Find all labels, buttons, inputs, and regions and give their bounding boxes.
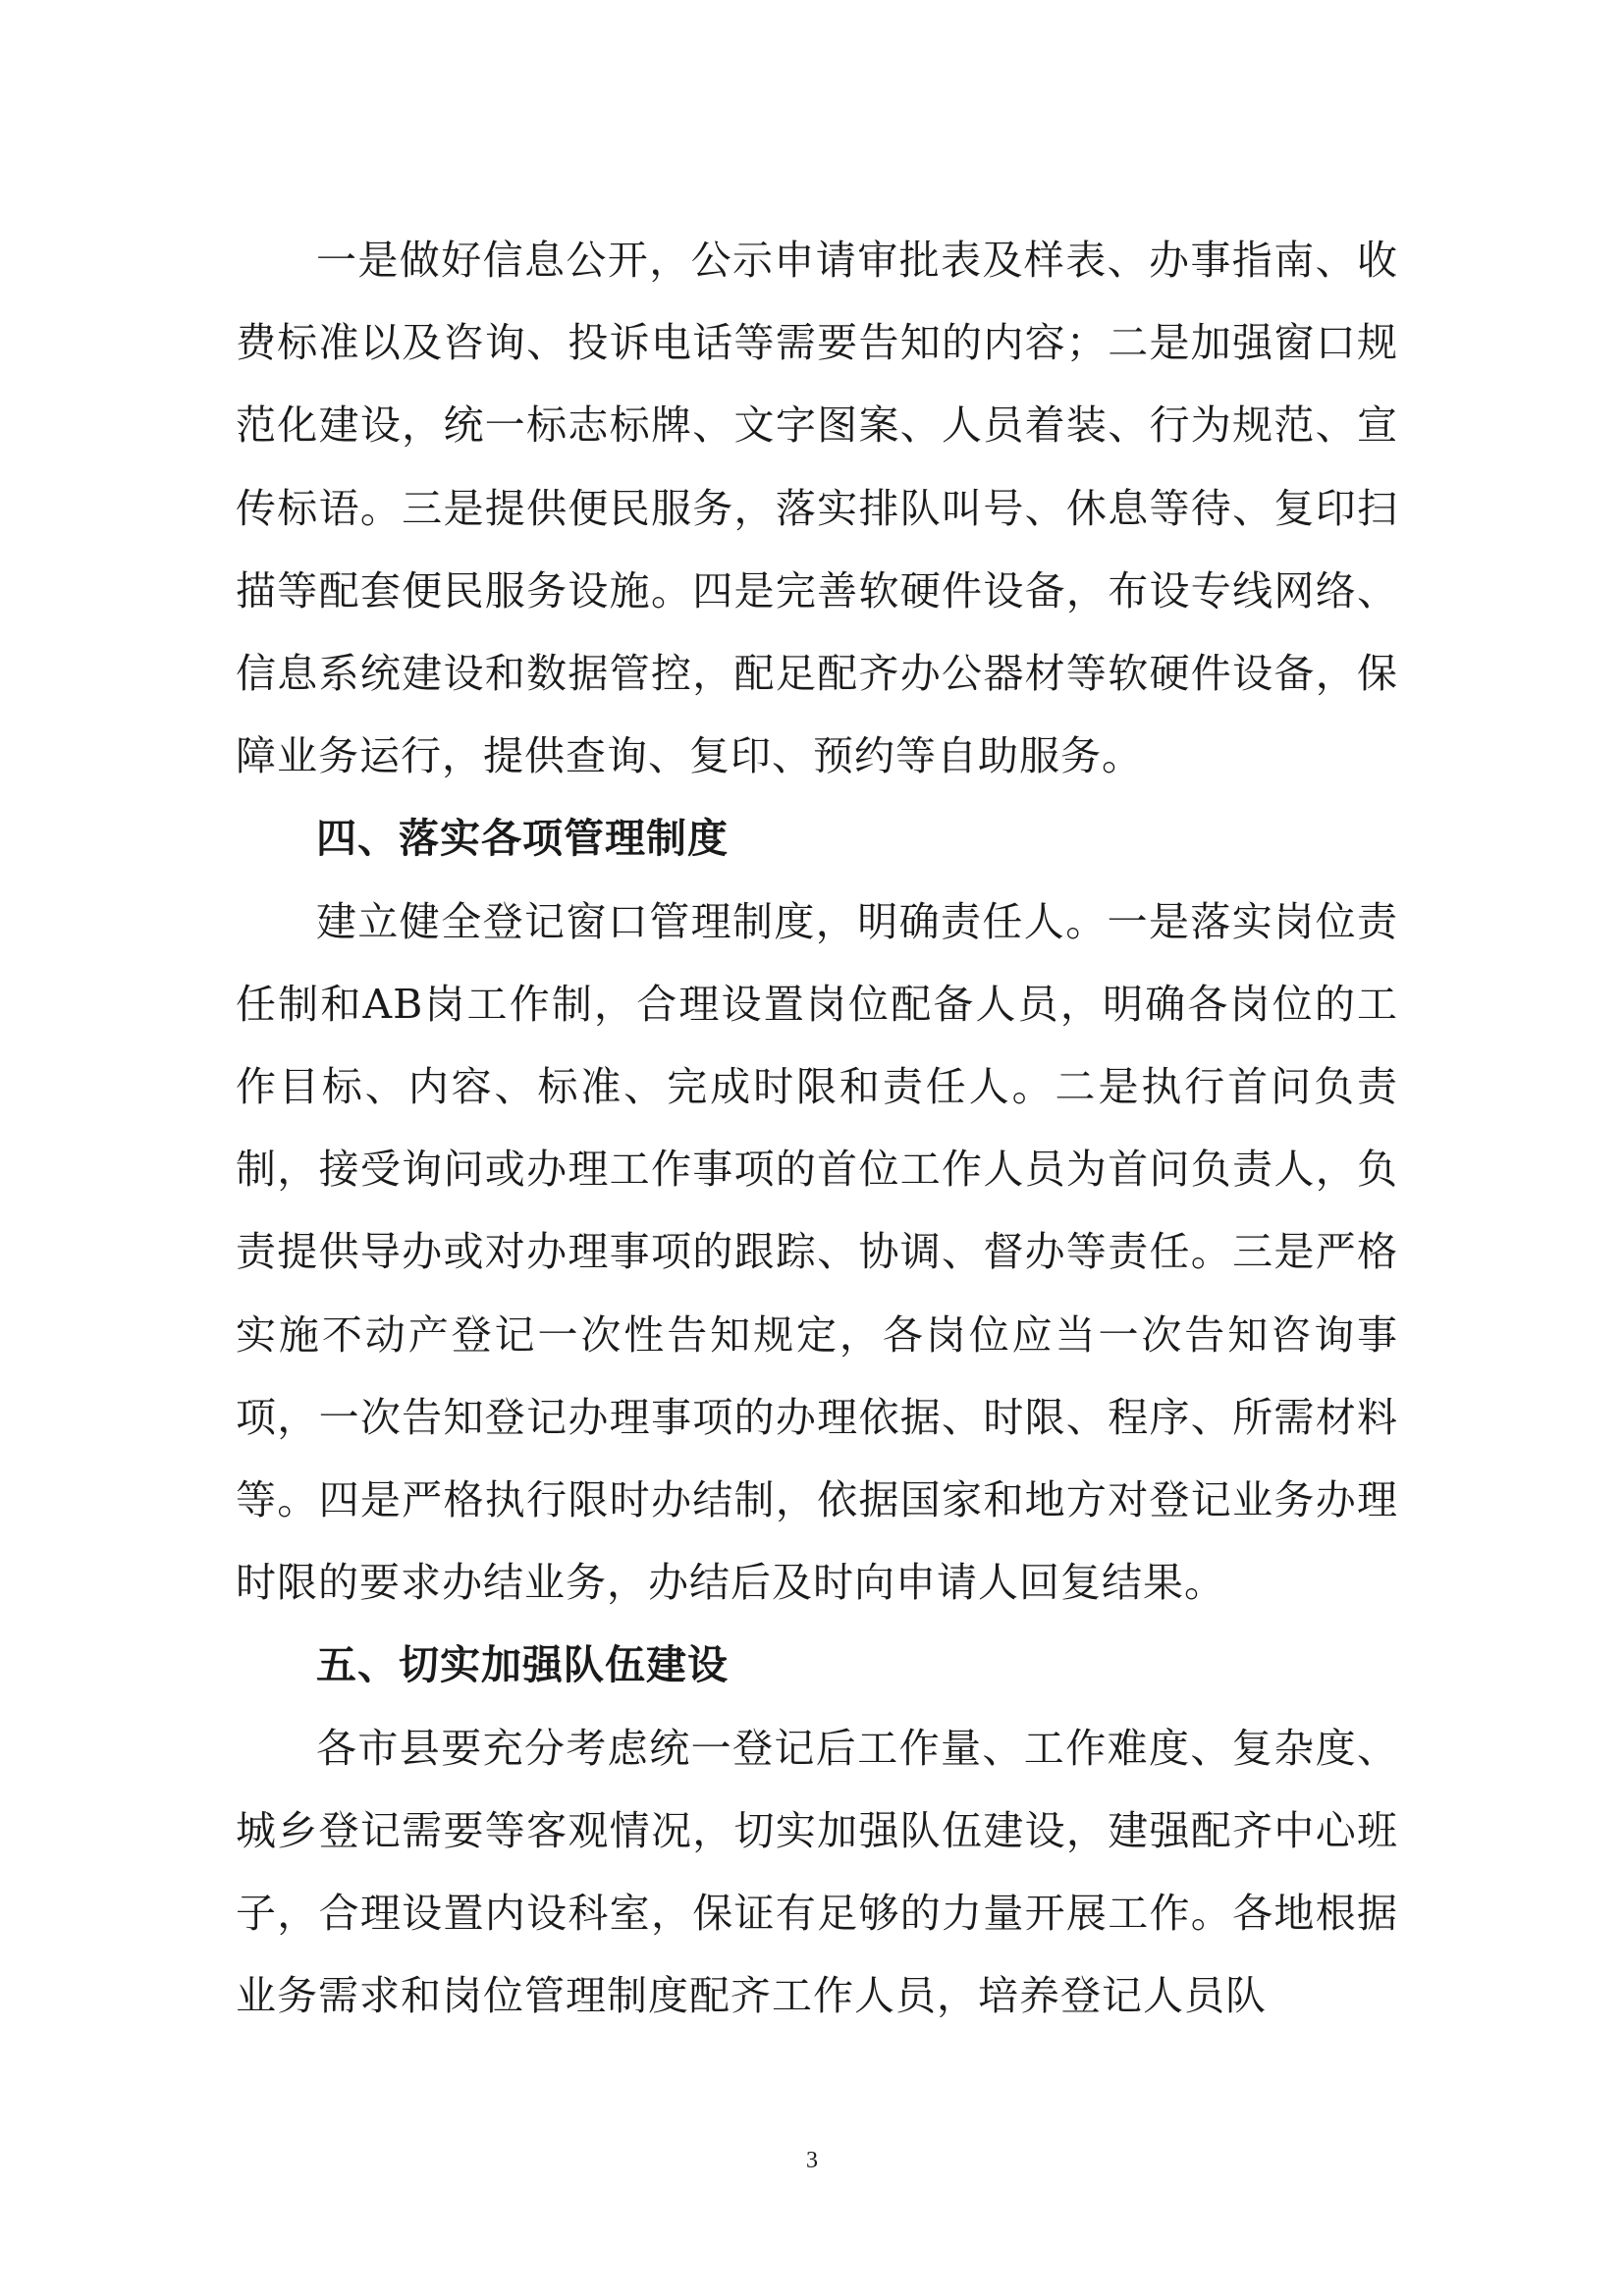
document-body [236, 219, 1398, 2037]
page-number: 3 [806, 2148, 818, 2173]
section-heading-management-system: 四、落实各项管理制度 [316, 815, 729, 863]
paragraph-management-system: 建立健全登记窗口管理制度，明确责任人。一是落实岗位责任制和AB岗工作制，合理设置岗位配备人员，明确各岗位的工作目标、内容、标准、完成时限和责任人。二是执行首问负责制，接受询问或办理工作事项的首位工作人员为首问负责人，负责提供导办或对办理事项的跟踪、协调、督办等责任。三是严格实施不动产登记一次性告知规定，各岗位应当一次告知咨询事项，一次告知登记办理事项的办理依据、时限、程序、所需材料等。四是严格执行限时办结制，依据国家和地方对登记业务办理时限的要求办结业务，办结后及时向申请人回复结果。 [236, 897, 1398, 1607]
paragraph-team-building: 各市县要充分考虑统一登记后工作量、工作难度、复杂度、城乡登记需要等客观情况，切实加强队伍建设，建强配齐中心班子，合理设置内设科室，保证有足够的力量开展工作。各地根据业务需求和岗位管理制度配齐工作人员，培养登记人员队 [236, 1724, 1398, 2020]
section-heading-team-building: 五、切实加强队伍建设 [316, 1641, 729, 1689]
paragraph-service-facilities: 一是做好信息公开，公示申请审批表及样表、办事指南、收费标准以及咨询、投诉电话等需要告知的内容；二是加强窗口规范化建设，统一标志标牌、文字图案、人员着装、行为规范、宣传标语。三是提供便民服务，落实排队叫号、休息等待、复印扫描等配套便民服务设施。四是完善软硬件设备，布设专线网络、信息系统建设和数据管控，配足配齐办公器材等软硬件设备，保障业务运行，提供查询、复印、预约等自助服务。 [236, 237, 1398, 780]
